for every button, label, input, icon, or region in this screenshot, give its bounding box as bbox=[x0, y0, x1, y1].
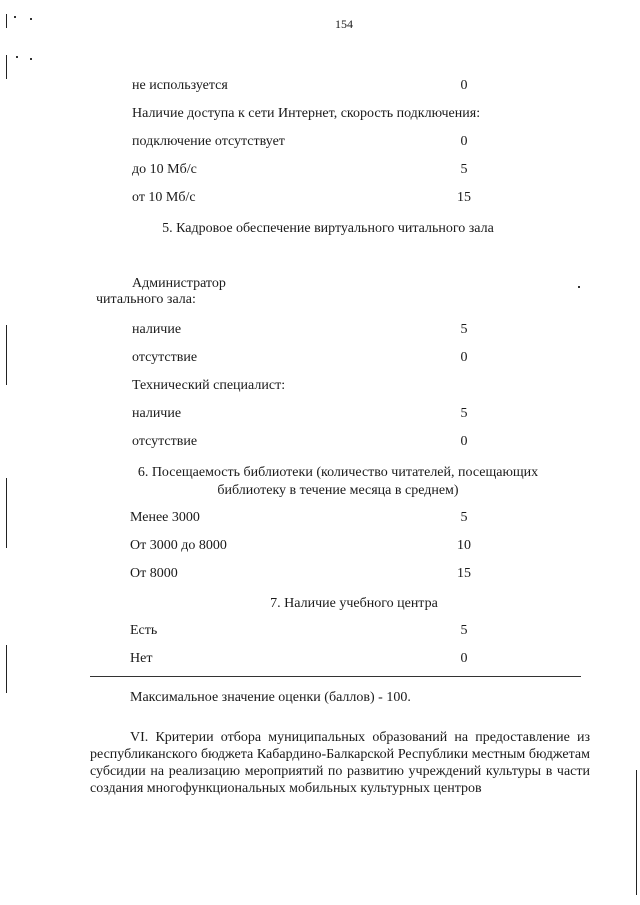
criterion-label: От 8000 bbox=[130, 566, 178, 581]
criterion-score: 0 bbox=[460, 78, 468, 93]
scan-artifact bbox=[14, 16, 16, 18]
scan-artifact bbox=[636, 770, 637, 895]
table-bottom-rule bbox=[90, 676, 581, 677]
scan-artifact bbox=[30, 58, 32, 60]
criterion-label: не используется bbox=[132, 78, 228, 93]
section-heading: библиотеку в течение месяца в среднем) bbox=[217, 483, 459, 498]
criterion-label: наличие bbox=[132, 406, 182, 421]
scan-artifact bbox=[6, 325, 7, 385]
scan-artifact bbox=[6, 55, 7, 79]
criterion-score: 5 bbox=[460, 162, 468, 177]
criterion-label: От 3000 до 8000 bbox=[130, 538, 227, 553]
criterion-label: подключение отсутствует bbox=[132, 134, 285, 149]
criterion-score: 0 bbox=[460, 350, 468, 365]
criterion-score: 0 bbox=[460, 134, 468, 149]
criterion-score: 15 bbox=[457, 190, 471, 205]
criterion-label: Нет bbox=[130, 651, 153, 666]
admin-label: Администратор bbox=[132, 276, 226, 291]
criterion-label: отсутствие bbox=[132, 434, 198, 449]
scan-artifact bbox=[16, 56, 18, 58]
criterion-score: 5 bbox=[460, 322, 468, 337]
scan-artifact bbox=[6, 478, 7, 548]
criterion-label: отсутствие bbox=[132, 350, 198, 365]
criterion-score: 15 bbox=[457, 566, 471, 581]
criterion-label: Менее 3000 bbox=[130, 510, 200, 525]
section-vi-text: VI. Критерии отбора муниципальных образований на предоставление из республиканского бюджета Кабардино-Балкарской Республики местным бюджетам субсидии на реализацию мероприятий по развитию учреждений культуры в части создания многофункциональных мобильных культурных центров bbox=[90, 730, 590, 796]
section-vi-paragraph bbox=[90, 729, 590, 797]
page-number: 154 bbox=[335, 17, 353, 31]
criterion-label: наличие bbox=[132, 322, 182, 337]
scan-artifact bbox=[6, 645, 7, 693]
criterion-score: 0 bbox=[460, 434, 468, 449]
criterion-label: до 10 Мб/с bbox=[132, 162, 197, 177]
section-heading: 7. Наличие учебного центра bbox=[270, 596, 438, 611]
criterion-label: Наличие доступа к сети Интернет, скорость подключения: bbox=[132, 106, 481, 121]
section-heading: 5. Кадровое обеспечение виртуального читального зала bbox=[162, 221, 494, 236]
criterion-label: от 10 Мб/с bbox=[132, 190, 196, 205]
criterion-score: 5 bbox=[460, 510, 468, 525]
scan-artifact bbox=[578, 286, 580, 288]
criterion-label: Есть bbox=[130, 623, 158, 638]
max-score-note: Максимальное значение оценки (баллов) - 100. bbox=[130, 690, 411, 705]
criterion-score: 5 bbox=[460, 406, 468, 421]
scan-artifact bbox=[6, 14, 7, 28]
criterion-score: 0 bbox=[460, 651, 468, 666]
criterion-score: 10 bbox=[457, 538, 471, 553]
admin-label: читального зала: bbox=[96, 292, 196, 307]
criterion-label: Технический специалист: bbox=[132, 378, 286, 393]
section-heading: 6. Посещаемость библиотеки (количество читателей, посещающих bbox=[137, 465, 539, 480]
criterion-score: 5 bbox=[460, 623, 468, 638]
